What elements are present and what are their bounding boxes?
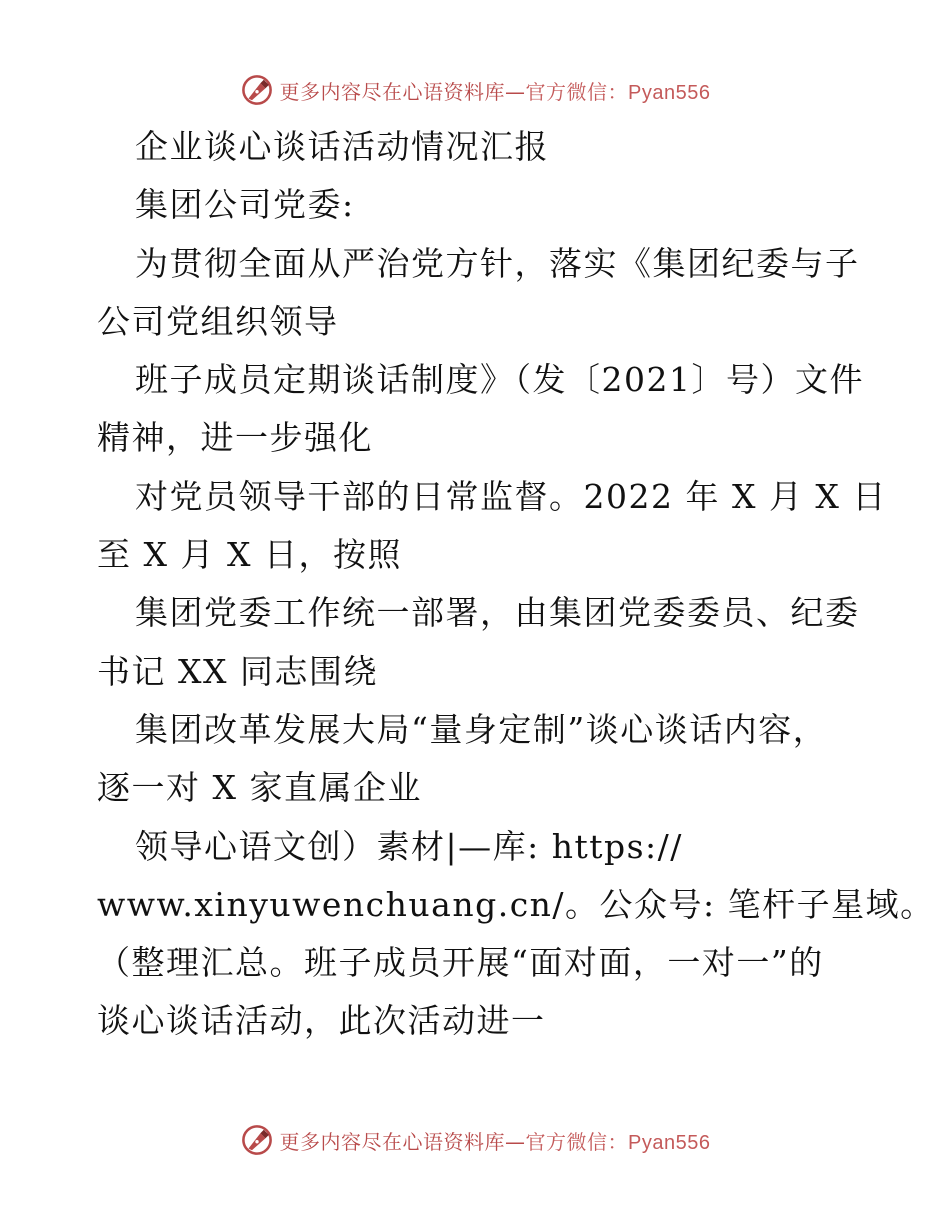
document-line: 精神，进一步强化 [97,418,373,458]
banner-main-text: 更多内容尽在心语资料库 [279,79,506,104]
document-line: 班子成员定期谈话制度》（发〔2021〕号）文件 [135,360,864,400]
banner-text [280,76,711,105]
document-line: 集团公司党委: [135,185,355,225]
document-line: 领导心语文创）素材|—库: https:// [135,826,683,866]
document-line: 逐一对 X 家直属企业 [97,768,422,808]
banner-separator: — [505,1129,526,1154]
document-line: （整理汇总。班子成员开展“面对面，一对一”的 [97,943,824,983]
banner-wechat-text: 官方微信：Pyan556 [525,1131,711,1154]
pen-nib-logo-icon [240,73,274,107]
banner-wechat-text: 官方微信：Pyan556 [525,81,711,104]
banner-text [280,1126,711,1155]
document-line: 至 X 月 X 日，按照 [97,535,402,575]
banner-separator: — [505,79,526,104]
document-body [97,118,935,1051]
footer-watermark-banner [0,1120,950,1160]
document-line: 集团改革发展大局“量身定制”谈心谈话内容， [135,709,828,749]
document-line: 公司党组织领导 [97,301,339,341]
pen-nib-logo-icon [240,1123,274,1157]
banner-main-text: 更多内容尽在心语资料库 [279,1129,506,1154]
document-line: www.xinyuwenchuang.cn/。公众号: 笔杆子星域。 [97,884,935,924]
document-line: 集团党委工作统一部署，由集团党委委员、纪委 [135,593,860,633]
header-watermark-banner [0,70,950,110]
document-line: 为贯彻全面从严治党方针，落实《集团纪委与子 [135,243,860,283]
document-line: 谈心谈话活动，此次活动进一 [97,1001,546,1041]
document-line: 书记 XX 同志围绕 [97,651,378,691]
document-line: 对党员领导干部的日常监督。2022 年 X 月 X 日 [135,476,887,516]
document-title: 企业谈心谈话活动情况汇报 [135,127,549,166]
